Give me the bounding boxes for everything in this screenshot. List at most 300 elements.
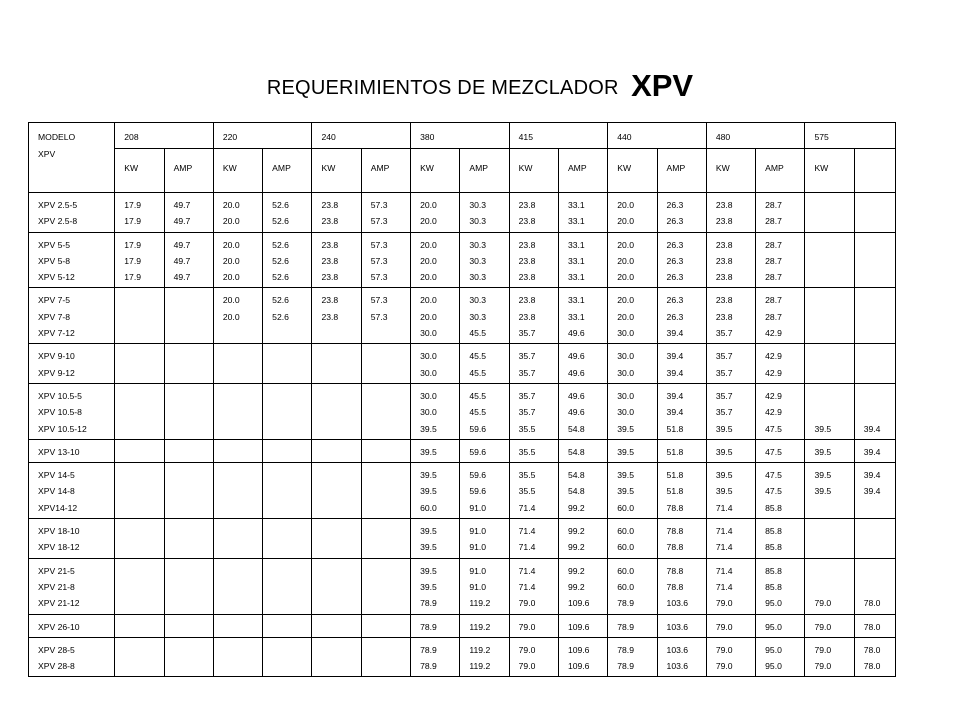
unit-kw: KW: [805, 149, 854, 193]
cell-value: 47.5: [765, 423, 782, 434]
cell-value: 30.3: [469, 239, 487, 250]
cell-value: 39.5: [814, 470, 832, 481]
cell-value: 20.0: [420, 216, 437, 227]
cell-value: 30.3: [469, 255, 487, 266]
cell-value: 57.3: [370, 200, 388, 210]
value-cell: [460, 463, 509, 519]
voltage-208: 208: [115, 123, 214, 149]
value-cell: [411, 288, 460, 344]
cell-value: 119.2: [469, 621, 491, 632]
cell-value: 33.1: [567, 311, 585, 322]
cell-value: 28.7: [765, 295, 782, 306]
value-cell: [361, 463, 410, 519]
model-name: XPV 7-12: [38, 328, 75, 339]
cell-value: 39.5: [420, 446, 437, 457]
cell-value: 35.7: [518, 407, 536, 418]
cell-value: 23.8: [715, 272, 733, 283]
value-cell: [805, 232, 854, 288]
value-cell: [608, 344, 657, 384]
model-cell: [29, 193, 115, 233]
cell-value: 45.5: [469, 390, 487, 401]
value-cell: [213, 558, 262, 614]
value-cell: [213, 637, 262, 677]
cell-value: 23.8: [715, 216, 733, 227]
cell-value: 52.6: [272, 272, 289, 283]
cell-value: 49.6: [567, 351, 585, 362]
cell-value: 78.9: [617, 661, 634, 672]
cell-value: 23.8: [715, 255, 733, 266]
model-name: XPV 2.5-5: [38, 200, 78, 210]
cell-value: 99.2: [567, 502, 585, 513]
model-name: XPV 14-8: [38, 486, 75, 497]
cell-value: 79.0: [715, 621, 733, 632]
cell-value: 42.9: [765, 407, 782, 418]
value-cell: [164, 232, 213, 288]
cell-value: 60.0: [617, 581, 634, 592]
cell-value: 99.2: [567, 542, 585, 553]
value-cell: [115, 232, 164, 288]
cell-value: 20.0: [222, 216, 240, 227]
value-cell: [263, 519, 312, 559]
cell-value: 79.0: [715, 598, 733, 609]
cell-value: 78.9: [420, 598, 437, 609]
value-cell: [263, 614, 312, 637]
value-cell: [854, 439, 895, 462]
cell-value: 30.0: [617, 351, 634, 362]
value-cell: [263, 558, 312, 614]
value-cell: [509, 193, 558, 233]
cell-value: 39.5: [420, 486, 437, 497]
cell-value: 79.0: [518, 598, 536, 609]
cell-value: 49.7: [173, 216, 191, 227]
value-cell: [213, 439, 262, 462]
unit-kw: KW: [608, 149, 657, 193]
cell-value: 51.8: [666, 486, 684, 497]
cell-value: 78.9: [420, 661, 437, 672]
table-row: [29, 614, 896, 637]
cell-value: 20.0: [617, 239, 634, 250]
value-cell: [460, 519, 509, 559]
model-name: XPV 13-10: [38, 446, 80, 457]
value-cell: [164, 383, 213, 439]
model-name: XPV 14-5: [38, 470, 75, 481]
value-cell: [805, 614, 854, 637]
model-name: XPV 5-8: [38, 255, 71, 266]
cell-value: 54.8: [567, 446, 585, 457]
cell-value: [864, 388, 892, 404]
model-name: XPV 9-12: [38, 367, 75, 378]
value-cell: [509, 288, 558, 344]
cell-value: [864, 579, 892, 595]
cell-value: 91.0: [469, 526, 487, 537]
cell-value: 57.3: [370, 311, 388, 322]
model-name: XPV 26-10: [38, 621, 80, 632]
cell-value: 23.8: [518, 239, 536, 250]
cell-value: 33.1: [567, 295, 585, 306]
cell-value: 35.5: [518, 470, 536, 481]
value-cell: [460, 558, 509, 614]
cell-value: 71.4: [715, 542, 733, 553]
model-name: XPV 9-10: [38, 351, 75, 362]
model-name: XPV 5-5: [38, 239, 71, 250]
value-cell: [312, 193, 361, 233]
cell-value: 78.0: [863, 621, 881, 632]
value-cell: [361, 383, 410, 439]
value-cell: [706, 519, 755, 559]
value-cell: [558, 637, 607, 677]
model-cell: [29, 558, 115, 614]
cell-value: 99.2: [567, 565, 585, 576]
value-cell: [509, 558, 558, 614]
value-cell: [558, 232, 607, 288]
cell-value: 103.6: [666, 661, 689, 672]
value-cell: [115, 558, 164, 614]
value-cell: [509, 232, 558, 288]
cell-value: 71.4: [518, 581, 536, 592]
cell-value: 78.8: [666, 581, 684, 592]
cell-value: 26.3: [666, 311, 684, 322]
value-cell: [608, 439, 657, 462]
unit-header-row: [29, 149, 896, 193]
cell-value: 23.8: [321, 200, 339, 210]
unit-kw: KW: [213, 149, 262, 193]
cell-value: 78.9: [617, 598, 634, 609]
value-cell: [411, 193, 460, 233]
cell-value: 49.6: [567, 367, 585, 378]
value-cell: [657, 232, 706, 288]
cell-value: 17.9: [124, 200, 142, 210]
cell-value: 20.0: [617, 255, 634, 266]
unit-amp: AMP: [460, 149, 509, 193]
value-cell: [460, 193, 509, 233]
cell-value: 85.8: [765, 502, 782, 513]
cell-value: 30.3: [469, 311, 487, 322]
cell-value: 30.0: [420, 390, 437, 401]
value-cell: [411, 637, 460, 677]
cell-value: 23.8: [715, 239, 733, 250]
cell-value: 54.8: [567, 423, 585, 434]
value-cell: [460, 637, 509, 677]
value-cell: [805, 344, 854, 384]
value-cell: [361, 193, 410, 233]
voltage-415: 415: [509, 123, 608, 149]
cell-value: 79.0: [715, 644, 733, 655]
value-cell: [115, 519, 164, 559]
value-cell: [805, 637, 854, 677]
value-cell: [706, 558, 755, 614]
value-cell: [706, 383, 755, 439]
model-name: XPV 21-12: [38, 598, 80, 609]
table-row: [29, 439, 896, 462]
value-cell: [657, 439, 706, 462]
cell-value: 35.5: [518, 423, 536, 434]
model-cell: [29, 463, 115, 519]
value-cell: [657, 463, 706, 519]
unit-kw: KW: [115, 149, 164, 193]
cell-value: 20.0: [420, 239, 437, 250]
cell-value: 20.0: [222, 239, 240, 250]
value-cell: [164, 288, 213, 344]
value-cell: [805, 519, 854, 559]
cell-value: 39.5: [420, 542, 437, 553]
cell-value: 71.4: [715, 565, 733, 576]
cell-value: 30.0: [420, 367, 437, 378]
cell-value: 39.5: [617, 486, 634, 497]
cell-value: 78.8: [666, 542, 684, 553]
cell-value: 78.0: [863, 598, 881, 609]
table-row: [29, 344, 896, 384]
value-cell: [756, 383, 805, 439]
model-name: XPV 10.5-12: [38, 423, 87, 434]
unit-amp: AMP: [657, 149, 706, 193]
cell-value: 42.9: [765, 367, 782, 378]
model-cell: [29, 232, 115, 288]
cell-value: 35.7: [518, 367, 536, 378]
cell-value: [814, 579, 850, 595]
value-cell: [213, 614, 262, 637]
value-cell: [756, 439, 805, 462]
model-name: XPV 18-12: [38, 542, 80, 553]
value-cell: [509, 463, 558, 519]
value-cell: [558, 288, 607, 344]
value-cell: [706, 637, 755, 677]
value-cell: [805, 439, 854, 462]
value-cell: [608, 614, 657, 637]
value-cell: [361, 519, 410, 559]
cell-value: 78.8: [666, 526, 684, 537]
value-cell: [312, 519, 361, 559]
cell-value: 85.8: [765, 581, 782, 592]
cell-value: 49.6: [567, 328, 585, 339]
value-cell: [854, 344, 895, 384]
cell-value: 49.6: [567, 407, 585, 418]
cell-value: 17.9: [124, 239, 142, 250]
cell-value: 23.8: [321, 295, 339, 306]
cell-value: 23.8: [518, 272, 536, 283]
cell-value: 23.8: [321, 272, 339, 283]
voltage-header-row: [29, 123, 896, 149]
value-cell: [854, 637, 895, 677]
cell-value: 78.9: [420, 621, 437, 632]
model-cell: [29, 288, 115, 344]
value-cell: [509, 614, 558, 637]
cell-value: 49.7: [173, 200, 191, 210]
cell-value: 30.0: [617, 407, 634, 418]
value-cell: [608, 288, 657, 344]
cell-value: 103.6: [666, 621, 689, 632]
cell-value: 49.7: [173, 272, 191, 283]
value-cell: [558, 439, 607, 462]
value-cell: [164, 614, 213, 637]
cell-value: [814, 404, 850, 420]
cell-value: 60.0: [617, 565, 634, 576]
value-cell: [608, 193, 657, 233]
cell-value: 20.0: [222, 272, 240, 283]
cell-value: 39.4: [666, 351, 684, 362]
cell-value: 30.3: [469, 272, 487, 283]
cell-value: 42.9: [765, 390, 782, 401]
model-name: XPV 28-5: [38, 644, 75, 655]
value-cell: [411, 232, 460, 288]
value-cell: [361, 344, 410, 384]
value-cell: [361, 637, 410, 677]
cell-value: 57.3: [370, 295, 388, 306]
value-cell: [706, 439, 755, 462]
cell-value: 26.3: [666, 239, 684, 250]
cell-value: 23.8: [715, 200, 733, 210]
value-cell: [854, 232, 895, 288]
value-cell: [361, 288, 410, 344]
value-cell: [706, 344, 755, 384]
value-cell: [263, 344, 312, 384]
table-row: [29, 463, 896, 519]
cell-value: 99.2: [567, 526, 585, 537]
cell-value: 33.1: [567, 255, 585, 266]
value-cell: [213, 463, 262, 519]
value-cell: [608, 558, 657, 614]
value-cell: [213, 383, 262, 439]
cell-value: 33.1: [567, 200, 585, 210]
value-cell: [115, 614, 164, 637]
cell-value: 35.5: [518, 446, 536, 457]
cell-value: 20.0: [617, 200, 634, 210]
value-cell: [213, 344, 262, 384]
value-cell: [657, 614, 706, 637]
cell-value: [864, 404, 892, 420]
cell-value: 35.7: [715, 390, 733, 401]
cell-value: 26.3: [666, 216, 684, 227]
cell-value: 28.7: [765, 216, 782, 227]
cell-value: 78.9: [617, 644, 634, 655]
cell-value: 54.8: [567, 470, 585, 481]
cell-value: 71.4: [715, 581, 733, 592]
voltage-220: 220: [213, 123, 312, 149]
value-cell: [115, 344, 164, 384]
value-cell: [756, 637, 805, 677]
cell-value: 23.8: [321, 255, 339, 266]
cell-value: 23.8: [321, 216, 339, 227]
cell-value: 85.8: [765, 565, 782, 576]
value-cell: [411, 614, 460, 637]
cell-value: 42.9: [765, 328, 782, 339]
value-cell: [263, 637, 312, 677]
cell-value: 26.3: [666, 272, 684, 283]
value-cell: [805, 463, 854, 519]
value-cell: [312, 383, 361, 439]
cell-value: 51.8: [666, 423, 684, 434]
value-cell: [657, 288, 706, 344]
value-cell: [411, 344, 460, 384]
value-cell: [361, 232, 410, 288]
cell-value: 119.2: [469, 598, 491, 609]
cell-value: 28.7: [765, 200, 782, 210]
value-cell: [312, 439, 361, 462]
cell-value: 79.0: [814, 598, 832, 609]
value-cell: [164, 558, 213, 614]
cell-value: 91.0: [469, 581, 487, 592]
cell-value: 60.0: [617, 502, 634, 513]
cell-value: 33.1: [567, 216, 585, 227]
value-cell: [312, 614, 361, 637]
value-cell: [411, 439, 460, 462]
model-name: XPV 2.5-8: [38, 216, 78, 227]
cell-value: 95.0: [765, 661, 782, 672]
cell-value: 79.0: [814, 644, 832, 655]
table-body: [29, 123, 896, 677]
cell-value: 79.0: [715, 661, 733, 672]
cell-value: 103.6: [666, 644, 689, 655]
cell-value: 20.0: [617, 311, 634, 322]
value-cell: [706, 463, 755, 519]
value-cell: [558, 614, 607, 637]
cell-value: 51.8: [666, 446, 684, 457]
cell-value: [864, 563, 892, 579]
value-cell: [805, 288, 854, 344]
cell-value: 52.6: [272, 255, 289, 266]
cell-value: 39.5: [715, 446, 733, 457]
cell-value: 33.1: [567, 239, 585, 250]
value-cell: [263, 288, 312, 344]
unit-amp: AMP: [164, 149, 213, 193]
cell-value: 79.0: [814, 621, 832, 632]
cell-value: 71.4: [518, 542, 536, 553]
cell-value: 119.2: [469, 661, 491, 672]
cell-value: 20.0: [420, 272, 437, 283]
cell-value: 85.8: [765, 542, 782, 553]
value-cell: [509, 637, 558, 677]
model-name: XPV 28-8: [38, 661, 75, 672]
unit-kw: KW: [411, 149, 460, 193]
cell-value: 85.8: [765, 526, 782, 537]
value-cell: [164, 519, 213, 559]
model-name: XPV 7-5: [38, 295, 71, 306]
cell-value: 119.2: [469, 644, 491, 655]
cell-value: 23.8: [321, 239, 339, 250]
cell-value: 59.6: [469, 423, 487, 434]
cell-value: 71.4: [715, 502, 733, 513]
cell-value: 91.0: [469, 502, 487, 513]
cell-value: [814, 563, 850, 579]
cell-value: 30.3: [469, 216, 487, 227]
model-name: XPV14-12: [38, 502, 78, 513]
cell-value: 30.3: [469, 295, 487, 306]
value-cell: [164, 439, 213, 462]
value-cell: [854, 614, 895, 637]
cell-value: 95.0: [765, 621, 782, 632]
cell-value: 20.0: [222, 311, 240, 322]
cell-value: 60.0: [617, 542, 634, 553]
table-row: [29, 383, 896, 439]
model-cell: [29, 637, 115, 677]
value-cell: [706, 614, 755, 637]
unit-amp: AMP: [361, 149, 410, 193]
cell-value: 71.4: [518, 526, 536, 537]
cell-value: 35.5: [518, 486, 536, 497]
value-cell: [361, 558, 410, 614]
cell-value: 59.6: [469, 470, 487, 481]
cell-value: 39.5: [617, 423, 634, 434]
cell-value: 30.0: [617, 367, 634, 378]
value-cell: [509, 383, 558, 439]
cell-value: 51.8: [666, 470, 684, 481]
title-text: REQUERIMIENTOS DE MEZCLADOR: [266, 77, 619, 99]
value-cell: [312, 288, 361, 344]
value-cell: [115, 193, 164, 233]
value-cell: [361, 614, 410, 637]
unit-kw: KW: [312, 149, 361, 193]
value-cell: [558, 344, 607, 384]
title-brand: XPV: [631, 68, 694, 103]
